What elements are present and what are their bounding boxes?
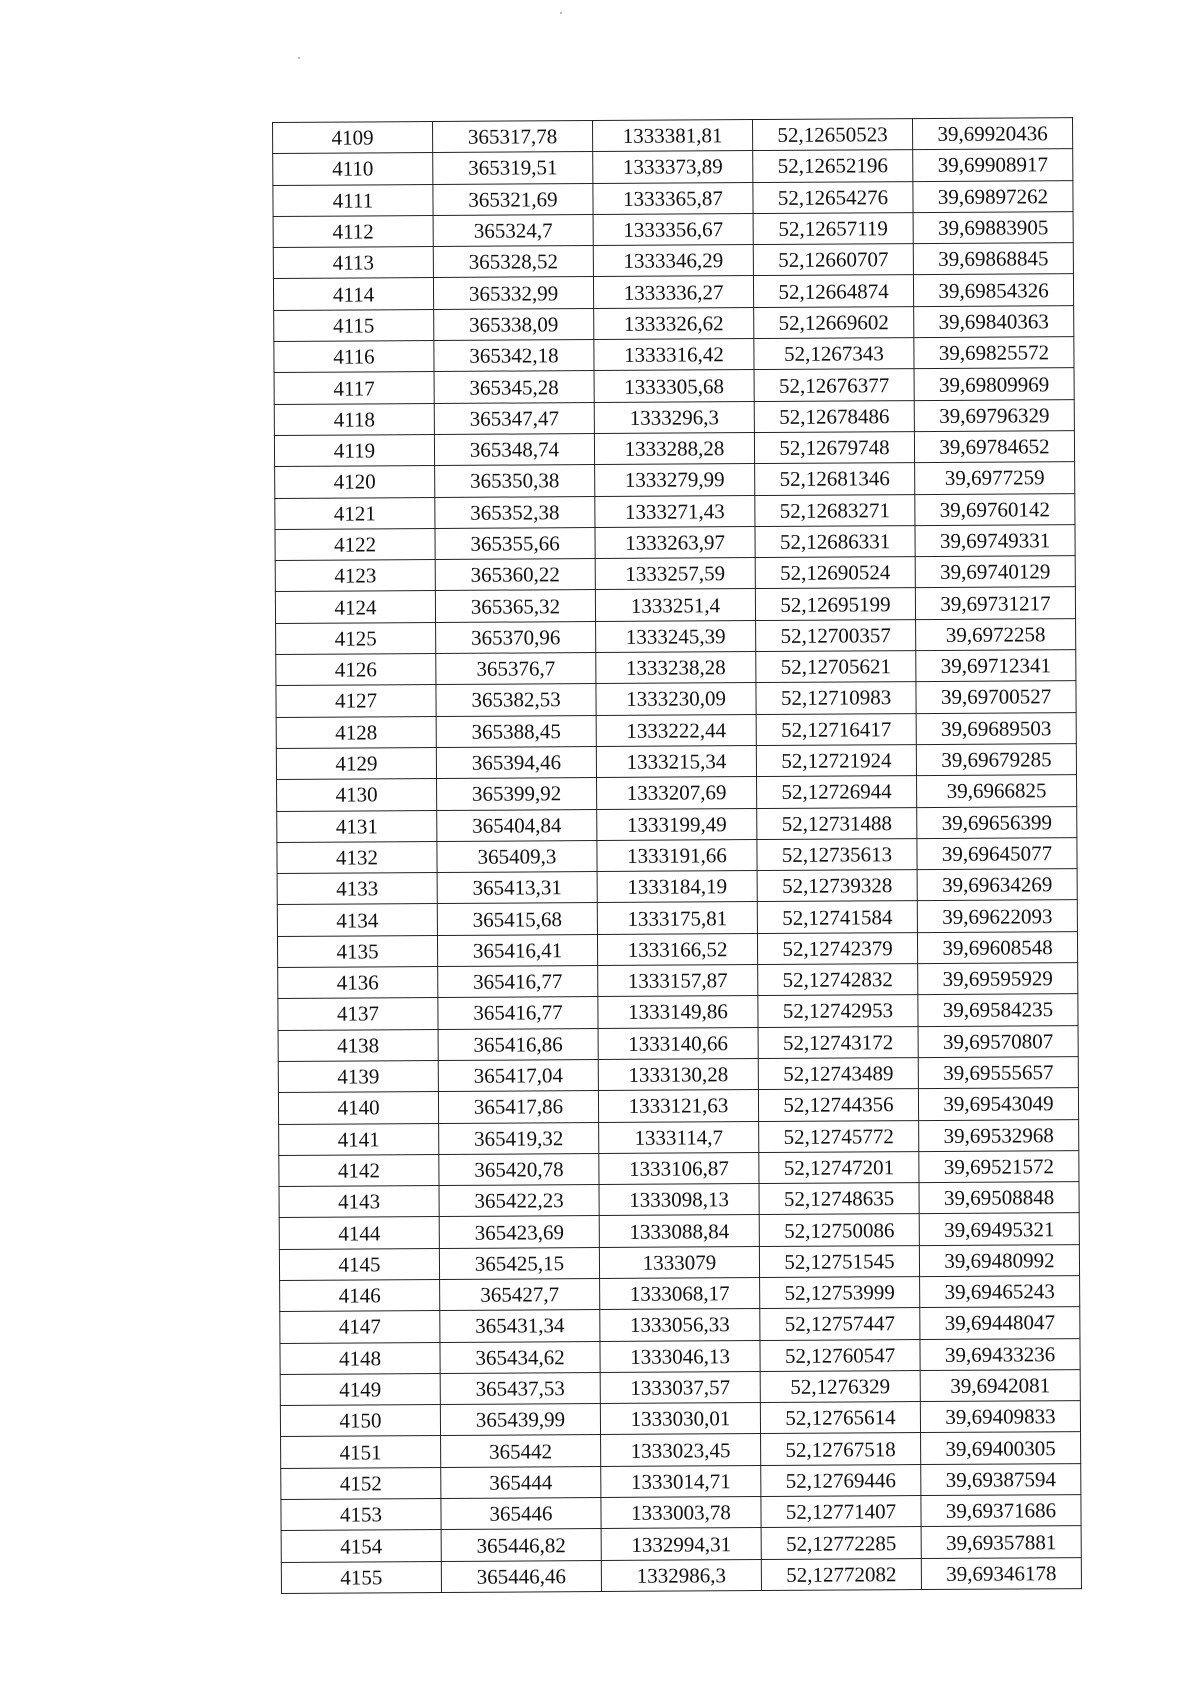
x-coordinate-cell: 365347,47 <box>434 402 594 434</box>
x-coordinate-cell: 365321,69 <box>433 183 593 215</box>
x-coordinate-cell: 365365,32 <box>435 590 595 622</box>
table-row <box>276 650 1076 686</box>
longitude-cell: 39,69371686 <box>921 1495 1081 1527</box>
table-row <box>278 1056 1078 1092</box>
point-number-cell: 4128 <box>276 716 436 748</box>
longitude-cell: 39,69712341 <box>916 650 1076 682</box>
point-number-cell: 4137 <box>278 998 438 1030</box>
longitude-cell: 39,69634269 <box>917 869 1077 901</box>
point-number-cell: 4153 <box>281 1499 441 1531</box>
point-number-cell: 4141 <box>279 1123 439 1155</box>
point-number-cell: 4142 <box>279 1154 439 1186</box>
longitude-cell: 39,69570807 <box>918 1025 1078 1057</box>
longitude-cell: 39,69409833 <box>920 1401 1080 1433</box>
table-row <box>281 1495 1081 1531</box>
y-coordinate-cell: 1333121,63 <box>598 1090 758 1122</box>
longitude-cell: 39,6942081 <box>920 1369 1080 1401</box>
x-coordinate-cell: 365420,78 <box>439 1153 599 1185</box>
point-number-cell: 4130 <box>277 779 437 811</box>
longitude-cell: 39,69749331 <box>915 524 1075 556</box>
x-coordinate-cell: 365439,99 <box>440 1404 600 1436</box>
table-row <box>273 274 1073 310</box>
y-coordinate-cell: 1333199,49 <box>597 808 757 840</box>
x-coordinate-cell: 365415,68 <box>437 903 597 935</box>
y-coordinate-cell: 1333336,27 <box>593 276 753 308</box>
y-coordinate-cell: 1333230,09 <box>596 683 756 715</box>
x-coordinate-cell: 365388,45 <box>436 715 596 747</box>
y-coordinate-cell: 1333356,67 <box>593 213 753 245</box>
table-row <box>281 1463 1081 1499</box>
table-row <box>277 806 1077 842</box>
longitude-cell: 39,69679285 <box>916 744 1076 776</box>
table-row <box>281 1432 1081 1468</box>
latitude-cell: 52,12650523 <box>752 119 912 151</box>
longitude-cell: 39,69840363 <box>914 305 1074 337</box>
latitude-cell: 52,12750086 <box>759 1214 919 1246</box>
latitude-cell: 52,12772082 <box>761 1558 921 1590</box>
point-number-cell: 4111 <box>273 184 433 216</box>
longitude-cell: 39,6966825 <box>917 775 1077 807</box>
latitude-cell: 52,12679748 <box>754 432 914 464</box>
latitude-cell: 52,12654276 <box>753 181 913 213</box>
point-number-cell: 4146 <box>280 1279 440 1311</box>
longitude-cell: 39,69645077 <box>917 837 1077 869</box>
x-coordinate-cell: 365437,53 <box>440 1372 600 1404</box>
x-coordinate-cell: 365417,04 <box>438 1059 598 1091</box>
table-row <box>280 1338 1080 1374</box>
y-coordinate-cell: 1333114,7 <box>599 1121 759 1153</box>
latitude-cell: 52,12664874 <box>753 275 913 307</box>
point-number-cell: 4127 <box>276 685 436 717</box>
longitude-cell: 39,69595929 <box>918 963 1078 995</box>
x-coordinate-cell: 365342,18 <box>434 340 594 372</box>
latitude-cell: 52,12731488 <box>757 807 917 839</box>
point-number-cell: 4129 <box>276 747 436 779</box>
longitude-cell: 39,69740129 <box>915 556 1075 588</box>
table-row <box>281 1526 1081 1562</box>
latitude-cell: 52,12669602 <box>754 306 914 338</box>
latitude-cell: 52,12757447 <box>760 1308 920 1340</box>
table-row <box>274 431 1074 467</box>
y-coordinate-cell: 1333263,97 <box>595 526 755 558</box>
point-number-cell: 4124 <box>275 591 435 623</box>
y-coordinate-cell: 1333149,86 <box>598 996 758 1028</box>
table-row <box>279 1150 1079 1186</box>
coordinate-table <box>272 117 1082 1594</box>
longitude-cell: 39,69448047 <box>920 1307 1080 1339</box>
longitude-cell: 39,69465243 <box>920 1276 1080 1308</box>
y-coordinate-cell: 1333175,81 <box>597 902 757 934</box>
point-number-cell: 4139 <box>278 1060 438 1092</box>
x-coordinate-cell: 365431,34 <box>440 1310 600 1342</box>
x-coordinate-cell: 365350,38 <box>435 465 595 497</box>
table-row <box>279 1244 1079 1280</box>
latitude-cell: 52,12744356 <box>758 1089 918 1121</box>
point-number-cell: 4117 <box>274 372 434 404</box>
table-row <box>276 618 1076 654</box>
point-number-cell: 4152 <box>281 1467 441 1499</box>
latitude-cell: 52,12745772 <box>759 1120 919 1152</box>
latitude-cell: 52,12710983 <box>756 682 916 714</box>
table-row <box>274 399 1074 435</box>
y-coordinate-cell: 1333079 <box>599 1246 759 1278</box>
longitude-cell: 39,69387594 <box>921 1463 1081 1495</box>
y-coordinate-cell: 1333191,66 <box>597 839 757 871</box>
table-row <box>279 1182 1079 1218</box>
point-number-cell: 4134 <box>277 904 437 936</box>
latitude-cell: 52,1276329 <box>760 1370 920 1402</box>
longitude-cell: 39,6972258 <box>916 618 1076 650</box>
x-coordinate-cell: 365446,82 <box>441 1529 601 1561</box>
point-number-cell: 4113 <box>273 247 433 279</box>
x-coordinate-cell: 365328,52 <box>433 246 593 278</box>
latitude-cell: 52,12751545 <box>759 1245 919 1277</box>
longitude-cell: 39,69433236 <box>920 1338 1080 1370</box>
latitude-cell: 52,12742379 <box>757 932 917 964</box>
point-number-cell: 4155 <box>281 1561 441 1593</box>
table-row <box>273 118 1073 154</box>
point-number-cell: 4135 <box>277 935 437 967</box>
x-coordinate-cell: 365423,69 <box>439 1216 599 1248</box>
y-coordinate-cell: 1333037,57 <box>600 1371 760 1403</box>
point-number-cell: 4140 <box>278 1092 438 1124</box>
latitude-cell: 52,12686331 <box>755 525 915 557</box>
table-row <box>278 1025 1078 1061</box>
point-number-cell: 4112 <box>273 215 433 247</box>
y-coordinate-cell: 1333296,3 <box>594 401 754 433</box>
latitude-cell: 52,12769446 <box>761 1464 921 1496</box>
longitude-cell: 39,69555657 <box>918 1056 1078 1088</box>
longitude-cell: 39,69584235 <box>918 994 1078 1026</box>
latitude-cell: 52,12753999 <box>760 1277 920 1309</box>
longitude-cell: 39,69508848 <box>919 1182 1079 1214</box>
point-number-cell: 4148 <box>280 1342 440 1374</box>
longitude-cell: 39,6977259 <box>915 462 1075 494</box>
y-coordinate-cell: 1333056,33 <box>600 1309 760 1341</box>
x-coordinate-cell: 365399,92 <box>437 778 597 810</box>
x-coordinate-cell: 365416,77 <box>438 997 598 1029</box>
x-coordinate-cell: 365416,41 <box>437 934 597 966</box>
point-number-cell: 4144 <box>279 1217 439 1249</box>
table-row <box>274 368 1074 404</box>
longitude-cell: 39,69532968 <box>919 1119 1079 1151</box>
latitude-cell: 52,12760547 <box>760 1339 920 1371</box>
longitude-cell: 39,69400305 <box>921 1432 1081 1464</box>
y-coordinate-cell: 1333346,29 <box>593 245 753 277</box>
y-coordinate-cell: 1333184,19 <box>597 871 757 903</box>
x-coordinate-cell: 365360,22 <box>435 559 595 591</box>
longitude-cell: 39,69796329 <box>914 399 1074 431</box>
latitude-cell: 52,12739328 <box>757 870 917 902</box>
longitude-cell: 39,69700527 <box>916 681 1076 713</box>
latitude-cell: 52,1267343 <box>754 338 914 370</box>
latitude-cell: 52,12690524 <box>755 557 915 589</box>
point-number-cell: 4114 <box>273 278 433 310</box>
longitude-cell: 39,69656399 <box>917 806 1077 838</box>
table-row <box>273 243 1073 279</box>
point-number-cell: 4151 <box>281 1436 441 1468</box>
x-coordinate-cell: 365370,96 <box>436 621 596 653</box>
y-coordinate-cell: 1333088,84 <box>599 1215 759 1247</box>
y-coordinate-cell: 1333030,01 <box>600 1403 760 1435</box>
y-coordinate-cell: 1333023,45 <box>601 1434 761 1466</box>
point-number-cell: 4132 <box>277 841 437 873</box>
latitude-cell: 52,12735613 <box>757 838 917 870</box>
x-coordinate-cell: 365332,99 <box>433 277 593 309</box>
latitude-cell: 52,12742953 <box>758 995 918 1027</box>
y-coordinate-cell: 1333238,28 <box>596 652 756 684</box>
latitude-cell: 52,12657119 <box>753 212 913 244</box>
x-coordinate-cell: 365376,7 <box>436 653 596 685</box>
longitude-cell: 39,69608548 <box>917 931 1077 963</box>
table-row <box>274 337 1074 373</box>
longitude-cell: 39,69346178 <box>921 1557 1081 1589</box>
longitude-cell: 39,69854326 <box>913 274 1073 306</box>
longitude-cell: 39,69920436 <box>912 118 1072 150</box>
latitude-cell: 52,12705621 <box>756 651 916 683</box>
y-coordinate-cell: 1333207,69 <box>597 777 757 809</box>
latitude-cell: 52,12767518 <box>761 1433 921 1465</box>
latitude-cell: 52,12681346 <box>755 463 915 495</box>
longitude-cell: 39,69883905 <box>913 211 1073 243</box>
x-coordinate-cell: 365382,53 <box>436 684 596 716</box>
longitude-cell: 39,69868845 <box>913 243 1073 275</box>
y-coordinate-cell: 1333279,99 <box>595 464 755 496</box>
point-number-cell: 4119 <box>274 434 434 466</box>
table-row <box>276 681 1076 717</box>
y-coordinate-cell: 1333316,42 <box>594 339 754 371</box>
x-coordinate-cell: 365324,7 <box>433 214 593 246</box>
latitude-cell: 52,12742832 <box>758 964 918 996</box>
point-number-cell: 4109 <box>273 122 433 154</box>
longitude-cell: 39,69689503 <box>916 712 1076 744</box>
point-number-cell: 4136 <box>278 967 438 999</box>
coordinate-table-body <box>273 118 1082 1594</box>
x-coordinate-cell: 365446 <box>441 1498 601 1530</box>
latitude-cell: 52,12652196 <box>753 150 913 182</box>
longitude-cell: 39,69495321 <box>919 1213 1079 1245</box>
scan-speck <box>298 57 300 59</box>
longitude-cell: 39,69521572 <box>919 1150 1079 1182</box>
latitude-cell: 52,12660707 <box>753 244 913 276</box>
scan-speck <box>560 12 562 14</box>
coordinate-table-container <box>272 117 1081 1594</box>
longitude-cell: 39,69897262 <box>913 180 1073 212</box>
table-row <box>275 493 1075 529</box>
latitude-cell: 52,12748635 <box>759 1183 919 1215</box>
y-coordinate-cell: 1333130,28 <box>598 1058 758 1090</box>
longitude-cell: 39,69357881 <box>921 1526 1081 1558</box>
longitude-cell: 39,69908917 <box>913 149 1073 181</box>
point-number-cell: 4122 <box>275 528 435 560</box>
table-row <box>276 744 1076 780</box>
y-coordinate-cell: 1333106,87 <box>599 1152 759 1184</box>
table-row <box>278 994 1078 1030</box>
x-coordinate-cell: 365352,38 <box>435 496 595 528</box>
y-coordinate-cell: 1333251,4 <box>595 589 755 621</box>
x-coordinate-cell: 365338,09 <box>434 308 594 340</box>
y-coordinate-cell: 1333157,87 <box>598 965 758 997</box>
table-row <box>275 556 1075 592</box>
latitude-cell: 52,12716417 <box>756 713 916 745</box>
point-number-cell: 4125 <box>276 622 436 654</box>
y-coordinate-cell: 1333222,44 <box>596 714 756 746</box>
table-row <box>277 931 1077 967</box>
longitude-cell: 39,69543049 <box>918 1088 1078 1120</box>
point-number-cell: 4126 <box>276 654 436 686</box>
point-number-cell: 4110 <box>273 153 433 185</box>
table-row <box>277 837 1077 873</box>
latitude-cell: 52,12743489 <box>758 1057 918 1089</box>
x-coordinate-cell: 365348,74 <box>434 434 594 466</box>
table-row <box>277 869 1077 905</box>
point-number-cell: 4143 <box>279 1186 439 1218</box>
y-coordinate-cell: 1333245,39 <box>596 620 756 652</box>
x-coordinate-cell: 365413,31 <box>437 872 597 904</box>
longitude-cell: 39,69731217 <box>915 587 1075 619</box>
point-number-cell: 4149 <box>280 1373 440 1405</box>
table-row <box>273 211 1073 247</box>
latitude-cell: 52,12747201 <box>759 1151 919 1183</box>
latitude-cell: 52,12721924 <box>756 745 916 777</box>
y-coordinate-cell: 1333068,17 <box>600 1278 760 1310</box>
latitude-cell: 52,12700357 <box>756 619 916 651</box>
latitude-cell: 52,12772285 <box>761 1527 921 1559</box>
x-coordinate-cell: 365419,32 <box>439 1122 599 1154</box>
x-coordinate-cell: 365345,28 <box>434 371 594 403</box>
table-row <box>280 1307 1080 1343</box>
point-number-cell: 4120 <box>275 466 435 498</box>
latitude-cell: 52,12771407 <box>761 1496 921 1528</box>
x-coordinate-cell: 365394,46 <box>436 746 596 778</box>
y-coordinate-cell: 1333003,78 <box>601 1497 761 1529</box>
latitude-cell: 52,12743172 <box>758 1026 918 1058</box>
y-coordinate-cell: 1333373,89 <box>593 151 753 183</box>
table-row <box>277 900 1077 936</box>
x-coordinate-cell: 365427,7 <box>440 1279 600 1311</box>
longitude-cell: 39,69622093 <box>917 900 1077 932</box>
latitude-cell: 52,12695199 <box>755 588 915 620</box>
longitude-cell: 39,69825572 <box>914 337 1074 369</box>
point-number-cell: 4154 <box>281 1530 441 1562</box>
point-number-cell: 4121 <box>275 497 435 529</box>
table-row <box>280 1369 1080 1405</box>
y-coordinate-cell: 1333215,34 <box>596 745 756 777</box>
table-row <box>280 1276 1080 1312</box>
table-row <box>276 712 1076 748</box>
y-coordinate-cell: 1333365,87 <box>593 182 753 214</box>
table-row <box>275 462 1075 498</box>
y-coordinate-cell: 1333140,66 <box>598 1027 758 1059</box>
latitude-cell: 52,12741584 <box>757 901 917 933</box>
x-coordinate-cell: 365355,66 <box>435 527 595 559</box>
table-row <box>281 1557 1081 1593</box>
latitude-cell: 52,12683271 <box>755 494 915 526</box>
point-number-cell: 4147 <box>280 1311 440 1343</box>
y-coordinate-cell: 1333098,13 <box>599 1184 759 1216</box>
point-number-cell: 4150 <box>280 1405 440 1437</box>
x-coordinate-cell: 365409,3 <box>437 840 597 872</box>
x-coordinate-cell: 365444 <box>441 1466 601 1498</box>
table-row <box>278 1088 1078 1124</box>
point-number-cell: 4133 <box>277 873 437 905</box>
y-coordinate-cell: 1333271,43 <box>595 495 755 527</box>
y-coordinate-cell: 1333381,81 <box>592 120 752 152</box>
y-coordinate-cell: 1333288,28 <box>594 433 754 465</box>
x-coordinate-cell: 365446,46 <box>441 1560 601 1592</box>
y-coordinate-cell: 1333046,13 <box>600 1340 760 1372</box>
latitude-cell: 52,12765614 <box>760 1402 920 1434</box>
x-coordinate-cell: 365434,62 <box>440 1341 600 1373</box>
table-row <box>278 963 1078 999</box>
x-coordinate-cell: 365416,77 <box>438 966 598 998</box>
x-coordinate-cell: 365404,84 <box>437 809 597 841</box>
table-row <box>275 587 1075 623</box>
latitude-cell: 52,12726944 <box>757 776 917 808</box>
longitude-cell: 39,69480992 <box>919 1244 1079 1276</box>
table-row <box>273 149 1073 185</box>
x-coordinate-cell: 365416,86 <box>438 1028 598 1060</box>
latitude-cell: 52,12678486 <box>754 400 914 432</box>
table-row <box>277 775 1077 811</box>
point-number-cell: 4131 <box>277 810 437 842</box>
table-row <box>273 180 1073 216</box>
table-row <box>280 1401 1080 1437</box>
point-number-cell: 4138 <box>278 1029 438 1061</box>
y-coordinate-cell: 1332986,3 <box>601 1559 761 1591</box>
x-coordinate-cell: 365425,15 <box>439 1247 599 1279</box>
point-number-cell: 4145 <box>279 1248 439 1280</box>
y-coordinate-cell: 1333166,52 <box>597 933 757 965</box>
y-coordinate-cell: 1333257,59 <box>595 558 755 590</box>
y-coordinate-cell: 1333014,71 <box>601 1465 761 1497</box>
y-coordinate-cell: 1333305,68 <box>594 370 754 402</box>
longitude-cell: 39,69760142 <box>915 493 1075 525</box>
x-coordinate-cell: 365417,86 <box>438 1091 598 1123</box>
point-number-cell: 4116 <box>274 341 434 373</box>
table-row <box>279 1213 1079 1249</box>
x-coordinate-cell: 365442 <box>441 1435 601 1467</box>
y-coordinate-cell: 1332994,31 <box>601 1528 761 1560</box>
x-coordinate-cell: 365317,78 <box>433 121 593 153</box>
point-number-cell: 4115 <box>274 309 434 341</box>
table-row <box>279 1119 1079 1155</box>
table-row <box>275 524 1075 560</box>
point-number-cell: 4123 <box>275 560 435 592</box>
y-coordinate-cell: 1333326,62 <box>594 307 754 339</box>
longitude-cell: 39,69809969 <box>914 368 1074 400</box>
x-coordinate-cell: 365422,23 <box>439 1185 599 1217</box>
x-coordinate-cell: 365319,51 <box>433 152 593 184</box>
table-row <box>274 305 1074 341</box>
longitude-cell: 39,69784652 <box>914 431 1074 463</box>
point-number-cell: 4118 <box>274 403 434 435</box>
latitude-cell: 52,12676377 <box>754 369 914 401</box>
